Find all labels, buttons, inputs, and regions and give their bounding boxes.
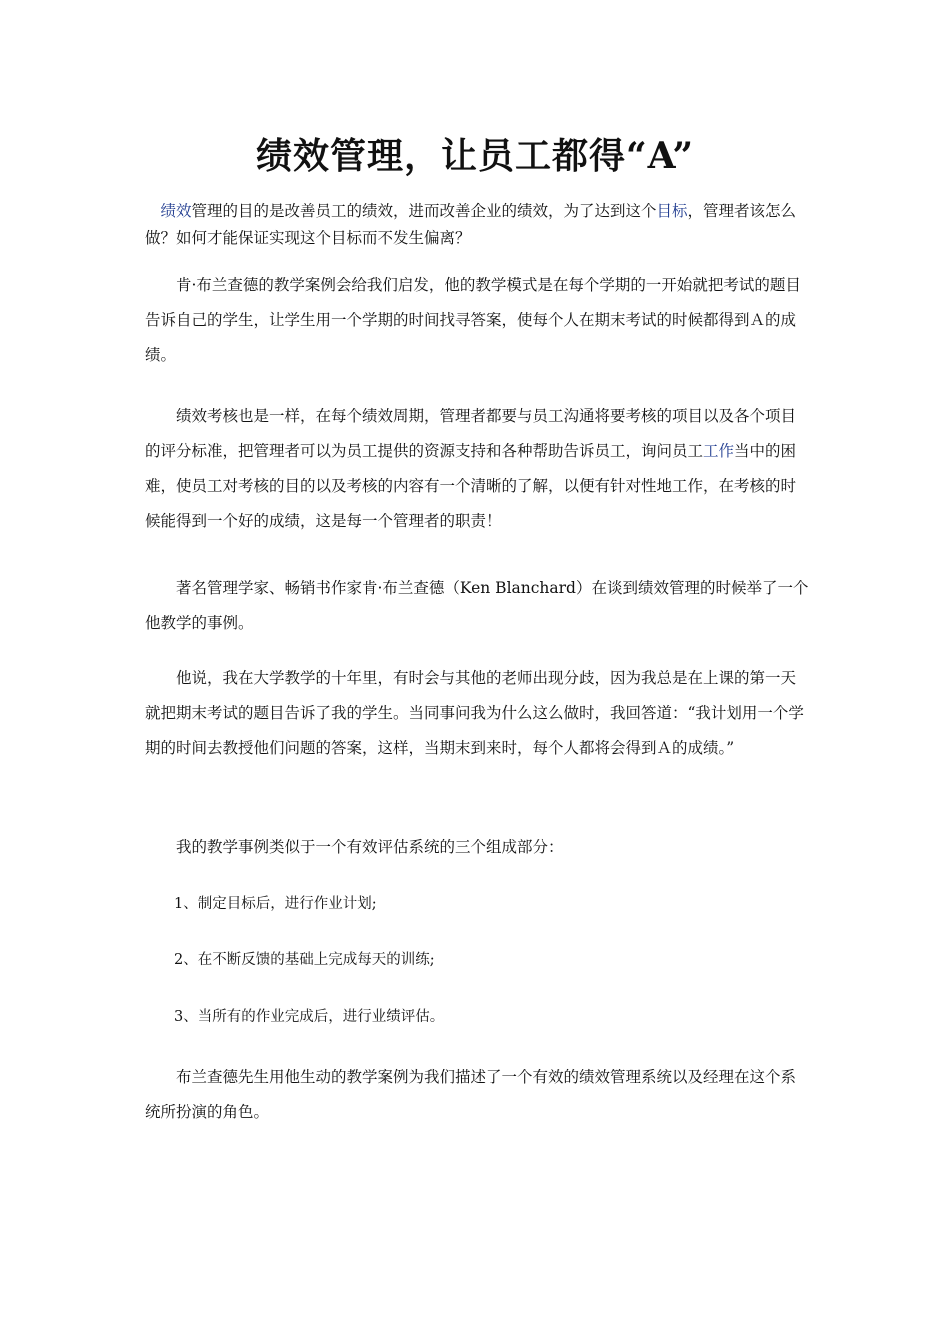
link-gongzuo[interactable]: 工作: [703, 442, 735, 460]
link-jixiao[interactable]: 绩效: [160, 202, 192, 220]
intro-paragraph: [145, 198, 810, 252]
paragraph-conclusion: 布兰查德先生用他生动的教学案例为我们描述了一个有效的绩效管理系统以及经理在这个系统所扮演的角色。: [145, 1068, 797, 1121]
paragraph-blanchard-intro: 著名管理学家、畅销书作家肯·布兰查德（Ken Blanchard）在谈到绩效管理的时候举了一个他教学的事例。: [145, 579, 809, 632]
paragraph-assessment-text-2: 当中的困难，使员工对考核的目的以及考核的内容有一个清晰的了解，以便有针对性地工作，在考核的时候能得到一个好的成绩，这是每一个管理者的职责！: [145, 442, 797, 530]
paragraph-assessment: [145, 399, 810, 539]
paragraph-blanchard-quote: 他说，我在大学教学的十年里，有时会与其他的老师出现分歧，因为我总是在上课的第一天就把期末考试的题目告诉了我的学生。当同事问我为什么这么做时，我回答道：“我计划用一个学期的时间去教授他们问题的答案，这样，当期末到来时，每个人都将会得到Ａ的成绩。”: [145, 669, 804, 757]
intro-text-1: 管理的目的是改善员工的绩效，进而改善企业的绩效，为了达到这个: [191, 202, 657, 220]
link-mubiao[interactable]: 目标: [656, 202, 688, 220]
list-item: 2、在不断反馈的基础上完成每天的训练;: [174, 952, 435, 968]
paragraph-assessment-text-1: 绩效考核也是一样，在每个绩效周期，管理者都要与员工沟通将要考核的项目以及各个项目的评分标准，把管理者可以为员工提供的资源支持和各种帮助告诉员工，询问员工: [145, 407, 797, 460]
list-item: 3、当所有的作业完成后，进行业绩评估。: [174, 1009, 445, 1025]
intro-text-2: ，管理者该怎么做？如何才能保证实现这个目标而不发生偏离？: [145, 202, 797, 247]
paragraph-three-parts: 我的教学事例类似于一个有效评估系统的三个组成部分：: [176, 838, 564, 856]
paragraph-teaching-case: 肯·布兰查德的教学案例会给我们启发，他的教学模式是在每个学期的一开始就把考试的题目告诉自己的学生，让学生用一个学期的时间找寻答案，使每个人在期末考试的时候都得到Ａ的成绩。: [145, 276, 801, 364]
document-title: 绩效管理，让员工都得“A”: [255, 135, 695, 177]
list-item: 1、制定目标后，进行作业计划;: [174, 896, 377, 912]
